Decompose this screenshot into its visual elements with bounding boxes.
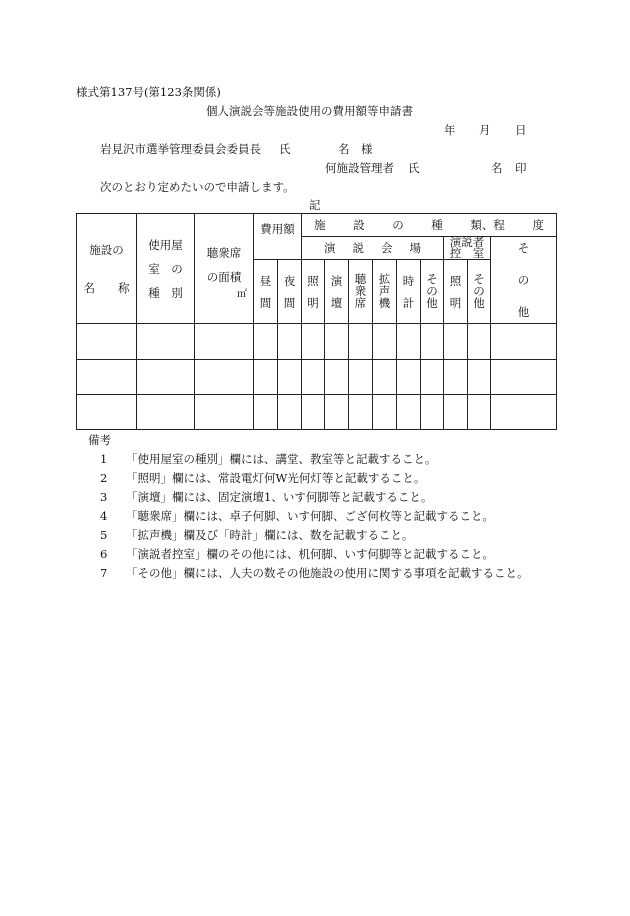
venue-seats-header: 聴衆席 [349,260,373,324]
form-number: 様式第137号(第123条関係) [76,85,221,99]
facility-types-header: 施 設 の 種 類、程 度 [302,214,557,237]
note-item: 5 「拡声機」欄及び「時計」欄には、数を記載すること。 [100,528,414,542]
ki-label: 記 [309,198,321,212]
table-row [77,360,557,395]
venue-other-header: その他 [421,260,444,324]
seating-area-header: 聴衆席 の面積 ㎡ [195,214,254,324]
date-day: 日 [515,123,527,137]
note-item: 1 「使用屋室の種別」欄には、講堂、教室等と記載すること。 [100,452,437,466]
facility-name-header: 施設の 名 称 [77,214,137,324]
note-item: 3 「演壇」欄には、固定演壇1、いす何脚等と記載すること。 [100,490,433,504]
room-type-header: 使用屋 室 の 種 別 [137,214,195,324]
fee-night-header: 夜間 [278,260,302,324]
applicant-title: 何施設管理者 [325,161,394,175]
application-table [76,213,557,430]
intro-text: 次のとおり定めたいので申請します。 [100,180,295,194]
note-item: 6 「演説者控室」欄のその他には、机何脚、いす何脚等と記載すること。 [100,547,494,561]
other-header: そ の 他 [491,237,557,324]
fee-header: 費用額 [254,214,302,260]
applicant-name: 名 [491,161,503,175]
table-row [77,324,557,360]
date-month: 月 [479,123,491,137]
fee-day-header: 昼間 [254,260,278,324]
document-title: 個人演説会等施設使用の費用額等申請書 [206,104,413,118]
seal-mark: 印 [515,161,527,175]
venue-speaker-header: 拡声機 [373,260,397,324]
addressee-name: 名 [338,142,350,156]
area-unit: ㎡ [237,289,247,300]
waiting-lighting-header: 照明 [444,260,468,324]
note-item: 7 「その他」欄には、人夫の数その他施設の使用に関する事項を記載すること。 [100,566,529,580]
addressee-sama: 様 [361,142,373,156]
waiting-room-header: 演説者 控 室 [444,237,491,260]
table-row [77,395,557,430]
addressee-shi: 氏 [279,142,291,156]
note-item: 2 「照明」欄には、常設電灯何W光何灯等と記載すること。 [100,471,426,485]
notes-title: 備考 [88,433,111,447]
venue-clock-header: 時計 [397,260,421,324]
date-year: 年 [444,123,456,137]
addressee-org: 岩見沢市選挙管理委員会委員長 [100,142,261,156]
waiting-other-header: その他 [468,260,491,324]
venue-header: 演 説 会 場 [302,237,444,260]
venue-stage-header: 演壇 [325,260,349,324]
note-item: 4 「聴衆席」欄には、卓子何脚、いす何脚、ござ何枚等と記載すること。 [100,509,494,523]
venue-lighting-header: 照明 [302,260,325,324]
applicant-shi: 氏 [408,161,420,175]
